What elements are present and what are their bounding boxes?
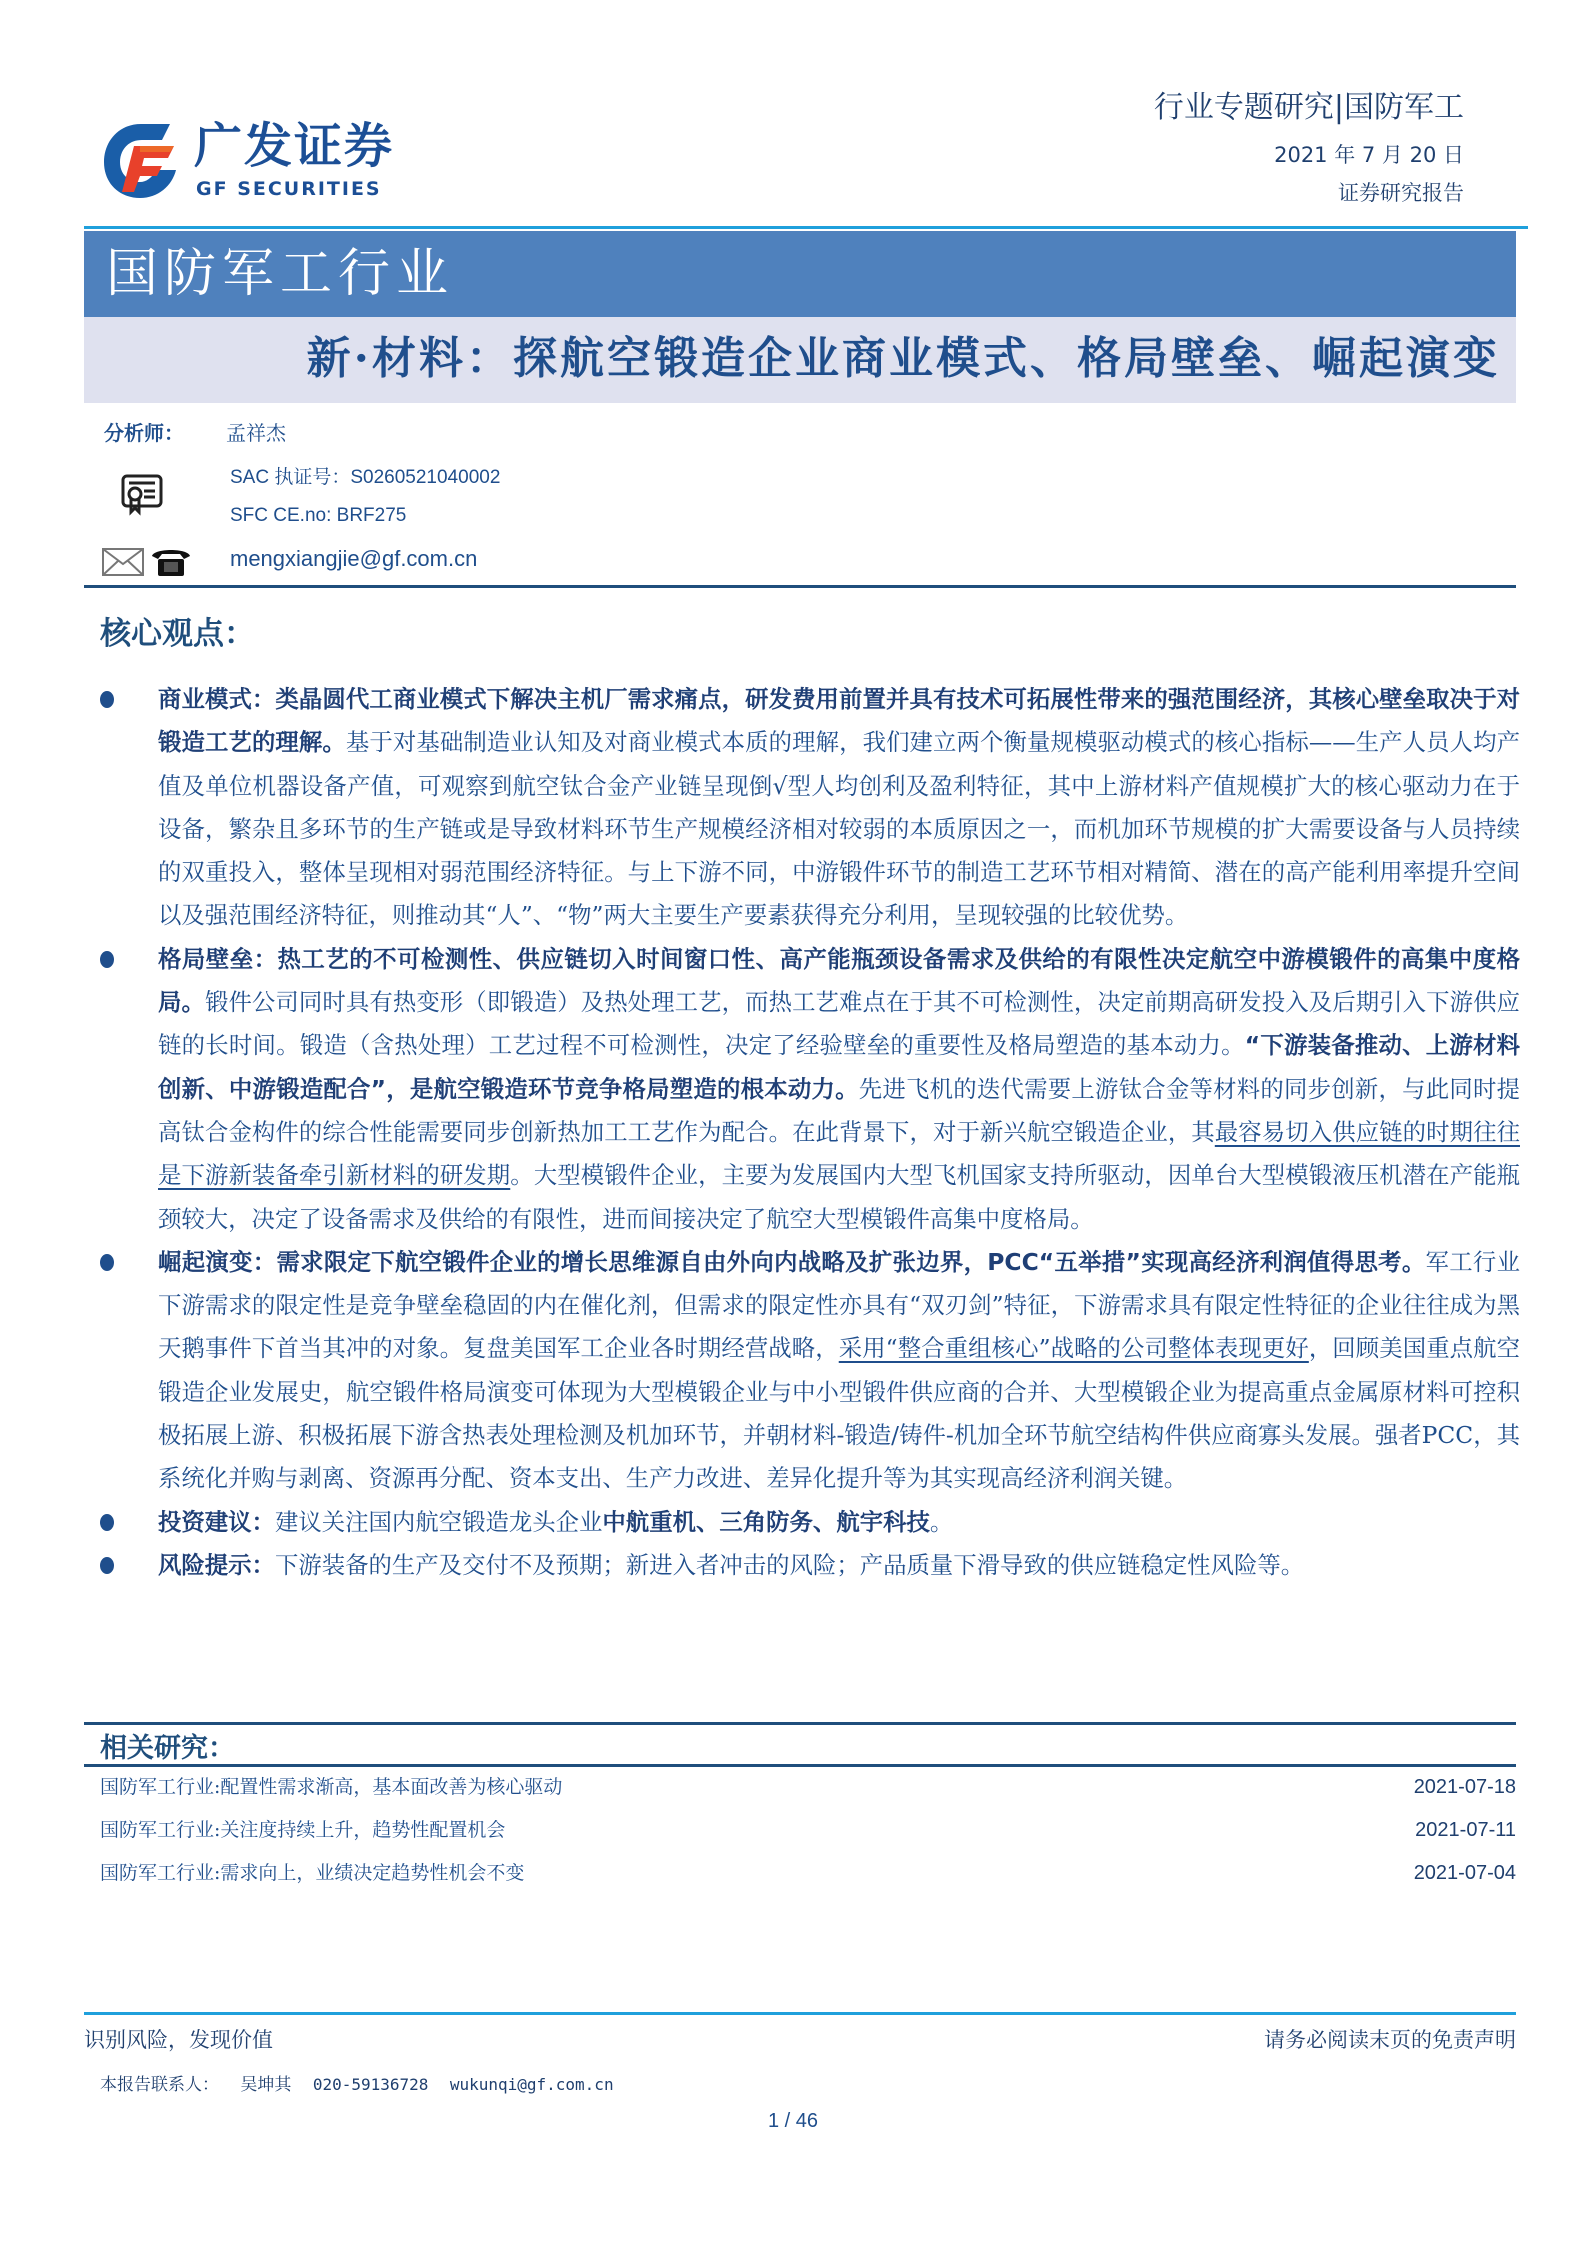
- report-contact: [100, 2070, 630, 2095]
- related-item-title[interactable]: 国防军工行业:需求向上，业绩决定趋势性机会不变: [100, 1862, 525, 1884]
- report-title-banner: [84, 317, 1516, 403]
- analyst-name: 孟祥杰: [226, 421, 286, 445]
- core-views-list: [100, 678, 1520, 1587]
- analyst-label: 分析师：: [104, 421, 184, 445]
- footer-disclaimer: 请务必阅读末页的免责声明: [1264, 2028, 1516, 2052]
- point-text: 锻件公司同时具有热变形（即锻造）及热处理工艺，而热工艺难点在于其不可检测性，决定前期高研发投入及后期引入下游供应链的长时间。锻造（含热处理）工艺过程不可检测性，决定了经验壁垒的重要性及格局塑造的基本动力。: [158, 988, 1520, 1060]
- footer-slogan: 识别风险，发现价值: [84, 2028, 273, 2052]
- point-text: 下游装备的生产及交付不及预期；新进入者冲击的风险；产品质量下滑导致的供应链稳定性风险等。: [274, 1550, 1305, 1579]
- point-text: 建议关注国内航空锻造龙头企业: [274, 1507, 603, 1536]
- related-item-title[interactable]: 国防军工行业:关注度持续上升，趋势性配置机会: [100, 1819, 506, 1841]
- gf-securities-logo: [100, 118, 430, 208]
- point-underline: 采用“整合重组核心”战略的公司整体表现更好: [838, 1334, 1309, 1363]
- related-research-list: [100, 1766, 1516, 1895]
- mail-icon: [102, 548, 144, 576]
- related-item[interactable]: [100, 1809, 1516, 1852]
- related-item-date: 2021-07-04: [1413, 1862, 1516, 1884]
- page-number: 1 / 46: [767, 2110, 819, 2132]
- point-emphasis: 中航重机、三角防务、航宇科技: [602, 1507, 930, 1536]
- analyst-email[interactable]: mengxiangjie@gf.com.cn: [230, 546, 478, 571]
- footer-divider: [84, 2012, 1516, 2015]
- sac-license: SAC 执证号：S0260521040002: [230, 467, 501, 488]
- bullet-icon: [100, 1514, 114, 1531]
- point-underline: 最容易切入供应链的时期往往是下游新装备牵引新材料的研发期: [158, 1117, 1520, 1190]
- point-heading: 商业模式：类晶圆代工商业模式下解决主机厂需求痛点，研发费用前置并具有技术可拓展性带来的强范围经济，其核心壁垒取决于对锻造工艺的理解。: [158, 685, 1520, 757]
- list-item: [100, 1544, 1520, 1587]
- bullet-icon: [100, 1557, 114, 1574]
- related-top-divider: [84, 1722, 1516, 1725]
- related-item-date: 2021-07-11: [1415, 1819, 1516, 1841]
- related-research-heading: 相关研究：: [100, 1733, 235, 1764]
- report-category: 行业专题研究|国防军工: [1153, 90, 1464, 125]
- sfc-ce-number: SFC CE.no: BRF275: [230, 505, 407, 526]
- point-text: 。: [929, 1507, 954, 1536]
- contact-name: 吴坤其: [240, 2075, 292, 2095]
- phone-icon: [150, 546, 192, 578]
- industry-banner: [84, 231, 1516, 317]
- related-item[interactable]: [100, 1766, 1516, 1809]
- related-item-date: 2021-07-18: [1413, 1776, 1516, 1798]
- point-text: ，回顾美国重点航空锻造企业发展史，航空锻件格局演变可体现为大型模锻企业与中小型锻件供应商的合并、大型模锻企业为提高重点金属原材料可控积极拓展上游、积极拓展下游含热表处理检测及机加环节，并朝材料-锻造/铸件-机加全环节航空结构件供应商寡头发展。强者PCC，其系统化并购与剥离、资源再分配、资本支出、生产力改进、差异化提升等为其实现高经济利润关键。: [158, 1334, 1521, 1493]
- report-title: 新·材料：探航空锻造企业商业模式、格局壁垒、崛起演变: [306, 333, 1500, 384]
- bullet-icon: [100, 691, 114, 708]
- point-text: 。大型模锻件企业，主要为发展国内大型飞机国家支持所驱动，因单台大型模锻液压机潜在产能瓶颈较大，决定了设备需求及供给的有限性，进而间接决定了航空大型模锻件高集中度格局。: [158, 1161, 1520, 1233]
- point-emphasis: “下游装备推动、上游材料创新、中游锻造配合”，是航空锻造环节竞争格局塑造的根本动力。: [158, 1031, 1520, 1103]
- related-item-title[interactable]: 国防军工行业:配置性需求渐高，基本面改善为核心驱动: [100, 1776, 563, 1798]
- report-date: 2021 年 7 月 20 日: [1274, 143, 1464, 167]
- contact-email[interactable]: wukunqi@gf.com.cn: [449, 2075, 614, 2094]
- report-type: 证券研究报告: [1338, 181, 1464, 205]
- point-text: 军工行业下游需求的限定性是竞争壁垒稳固的内在催化剂，但需求的限定性亦具有“双刃剑”特征，下游需求具有限定性特征的企业往往成为黑天鹅事件下首当其冲的对象。复盘美国军工企业各时期经营战略，: [158, 1247, 1521, 1363]
- point-text: 先进飞机的迭代需要上游钛合金等材料的同步创新，与此同时提高钛合金构件的综合性能需要同步创新热加工工艺作为配合。在此背景下，对于新兴航空锻造企业，其: [158, 1074, 1520, 1146]
- list-item: [100, 1241, 1520, 1501]
- bullet-icon: [100, 1254, 114, 1271]
- contact-label: 本报告联系人：: [100, 2075, 219, 2095]
- header-divider: [84, 226, 1528, 229]
- gf-logo-mark-icon: [100, 120, 182, 202]
- certificate-icon: [120, 472, 164, 516]
- logo-chinese-text: 广发证券: [194, 118, 395, 174]
- list-item: [100, 1501, 1520, 1544]
- logo-english-text: GF SECURITIES: [196, 178, 382, 200]
- list-item: [100, 678, 1520, 938]
- point-heading: 崛起演变：需求限定下航空锻件企业的增长思维源自由外向内战略及扩张边界，PCC“五举措”实现高经济利润值得思考。: [158, 1247, 1426, 1276]
- point-heading: 投资建议：: [158, 1507, 275, 1536]
- contact-phone: 020-59136728: [312, 2075, 429, 2094]
- point-heading: 格局壁垒：热工艺的不可检测性、供应链切入时间窗口性、高产能瓶颈设备需求及供给的有限性决定航空中游模锻件的高集中度格局。: [158, 944, 1520, 1017]
- industry-title: 国防军工行业: [106, 244, 455, 304]
- core-views-heading: 核心观点：: [100, 616, 255, 652]
- point-heading: 风险提示：: [158, 1550, 275, 1579]
- point-text: 基于对基础制造业认知及对商业模式本质的理解，我们建立两个衡量规模驱动模式的核心指标——生产人员人均产值及单位机器设备产值，可观察到航空钛合金产业链呈现倒√型人均创利及盈利特征，其中上游材料产值规模扩大的核心驱动力在于设备，繁杂且多环节的生产链或是导致材料环节生产规模经济相对较弱的本质原因之一，而机加环节规模的扩大需要设备与人员持续的双重投入，整体呈现相对弱范围经济特征。与上下游不同，中游锻件环节的制造工艺环节相对精简、潜在的高产能利用率提升空间以及强范围经济特征，则推动其“人”、“物”两大主要生产要素获得充分利用，呈现较强的比较优势。: [158, 728, 1520, 930]
- analyst-divider: [84, 585, 1516, 588]
- bullet-icon: [100, 951, 114, 968]
- list-item: [100, 938, 1520, 1241]
- related-item[interactable]: [100, 1852, 1516, 1895]
